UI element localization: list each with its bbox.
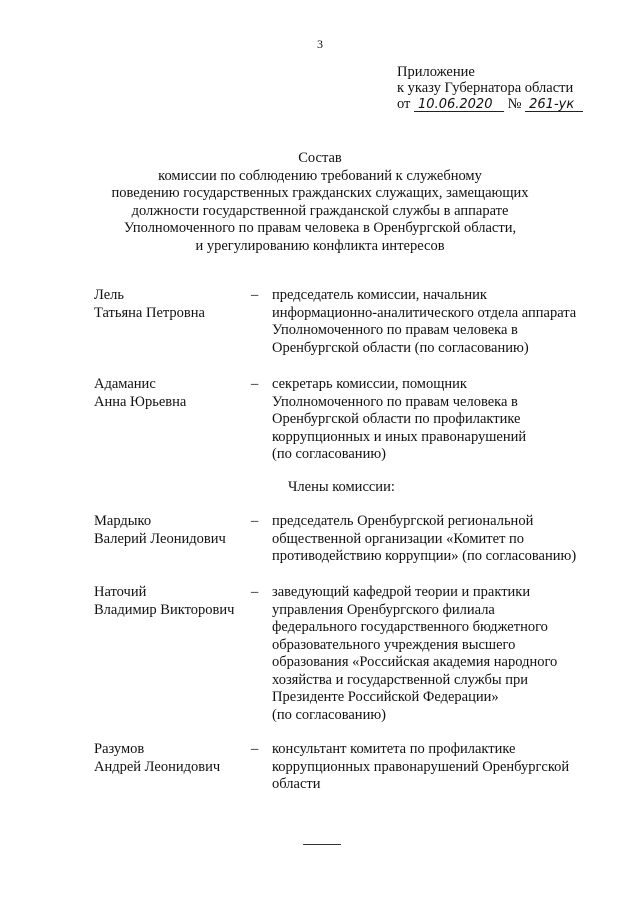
title-line: должности государственной гражданской службы в аппарате [131, 202, 509, 219]
member-dash: – [251, 287, 259, 303]
appendix-reference: к указу Губернатора области [397, 80, 574, 96]
member-dash: – [251, 513, 259, 529]
title-line: комиссии по соблюдению требований к служебному [158, 167, 482, 184]
appendix-block [397, 64, 583, 112]
page-number: 3 [317, 37, 323, 51]
appendix-label: Приложение [397, 64, 475, 80]
member-name: Разумов Андрей Леонидович [94, 741, 221, 775]
title-line: Уполномоченного по правам человека в Оренбургской области, [123, 220, 517, 236]
member-name: Адаманис Анна Юрьевна [94, 376, 187, 410]
member-role: секретарь комиссии, помощник Уполномоченного по правам человека в Оренбургской области по профилактике коррупционных и иных правонарушений (по согласованию) [272, 376, 527, 462]
number-label: № [507, 96, 522, 112]
appendix-date-line [397, 96, 583, 112]
member-name: Мардыко Валерий Леонидович [94, 513, 226, 547]
title-line: и урегулированию конфликта интересов [195, 237, 445, 254]
member-role: председатель Оренбургской региональной общественной организации «Комитет по противодействию коррупции» (по согласованию) [272, 513, 577, 564]
handwritten-date: 10.06.2020 [414, 98, 504, 112]
handwritten-number: 261-ук [525, 98, 583, 112]
closing-divider [303, 844, 341, 845]
member-name: Лель Татьяна Петровна [94, 287, 205, 321]
member-entry [0, 513, 640, 573]
member-dash: – [251, 584, 259, 600]
title-line: поведению государственных гражданских служащих, замещающих [111, 185, 529, 201]
member-dash: – [251, 741, 259, 757]
member-entry [0, 376, 640, 471]
member-role: заведующий кафедрой теории и практики управления Оренбургского филиала федерального государственного бюджетного образовательного учреждения высшего образования «Российская академия народного хозяйства и государственной службы при Президенте Российской Федерации» (по согласованию) [272, 584, 558, 723]
document-title [0, 150, 640, 255]
member-role: консультант комитета по профилактике коррупционных правонарушений Оренбургской области [272, 741, 570, 792]
members-heading: Члены комиссии: [288, 479, 395, 495]
member-entry [0, 287, 640, 367]
member-dash: – [251, 376, 259, 392]
member-entry [0, 741, 640, 801]
member-entry [0, 584, 640, 729]
member-role: председатель комиссии, начальник информационно-аналитического отдела аппарата Уполномоченного по правам человека в Оренбургской области (по согласованию) [272, 287, 577, 356]
member-name: Наточий Владимир Викторович [94, 584, 235, 618]
from-label: от [397, 96, 411, 112]
title-heading: Состав [298, 150, 342, 166]
